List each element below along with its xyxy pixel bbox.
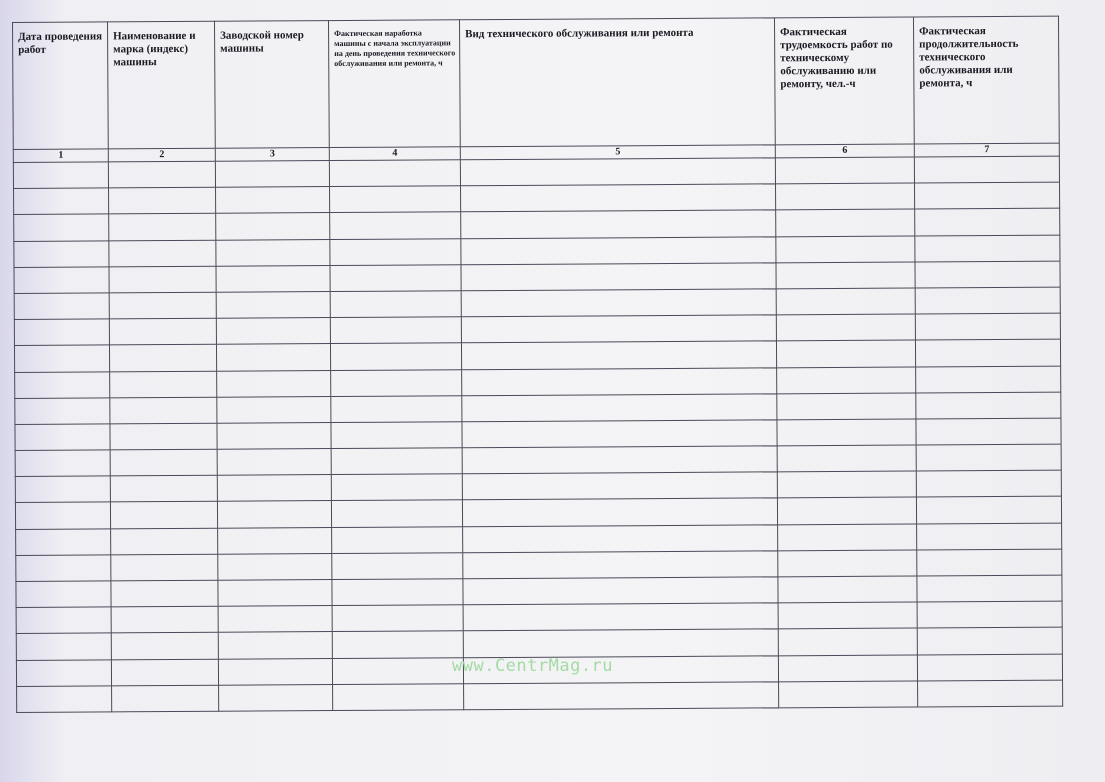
column-number: 4 (329, 147, 460, 161)
table-cell[interactable] (331, 422, 462, 449)
table-cell[interactable] (776, 314, 915, 341)
table-cell[interactable] (109, 318, 216, 345)
table-cell[interactable] (776, 236, 915, 263)
table-cell[interactable] (15, 424, 110, 451)
table-cell[interactable] (332, 657, 463, 684)
table-cell[interactable] (111, 606, 218, 633)
table-cell[interactable] (332, 553, 463, 580)
log-body (13, 156, 1062, 712)
table-cell[interactable] (15, 450, 110, 477)
table-cell[interactable] (331, 395, 462, 422)
table-cell[interactable] (462, 394, 777, 422)
table-cell[interactable] (330, 186, 461, 213)
table-cell[interactable] (332, 631, 463, 658)
table-cell[interactable] (914, 156, 1059, 183)
table-cell[interactable] (215, 161, 329, 188)
table-cell[interactable] (777, 445, 916, 472)
table-cell[interactable] (216, 187, 330, 214)
table-cell[interactable] (463, 551, 778, 579)
table-cell[interactable] (112, 685, 219, 712)
column-header-labor-hours: Фактическая трудоемкость работ по техническому обслуживанию или ремонту, чел.-ч (774, 17, 914, 145)
table-cell[interactable] (463, 603, 778, 631)
table-cell[interactable] (16, 659, 111, 686)
table-cell[interactable] (917, 627, 1062, 654)
table-cell[interactable] (16, 607, 111, 634)
table-cell[interactable] (915, 287, 1060, 314)
table-cell[interactable] (331, 500, 462, 527)
column-header-serial-number: Заводской номер машины (214, 21, 329, 149)
table-cell[interactable] (15, 398, 110, 425)
table-cell[interactable] (462, 472, 777, 500)
table-cell[interactable] (463, 524, 778, 552)
table-cell[interactable] (776, 340, 915, 367)
table-cell[interactable] (462, 498, 777, 526)
table-cell[interactable] (16, 529, 111, 556)
table-cell[interactable] (916, 418, 1061, 445)
table-cell[interactable] (776, 262, 915, 289)
table-cell[interactable] (330, 265, 461, 292)
table-cell[interactable] (332, 526, 463, 553)
table-cell[interactable] (14, 293, 109, 320)
table-cell[interactable] (916, 392, 1061, 419)
table-cell[interactable] (918, 680, 1063, 707)
table-cell[interactable] (14, 319, 109, 346)
table-cell[interactable] (109, 345, 216, 372)
table-cell[interactable] (330, 291, 461, 318)
table-cell[interactable] (217, 370, 331, 397)
table-cell[interactable] (218, 658, 332, 685)
table-cell[interactable] (217, 475, 331, 502)
table-cell[interactable] (111, 633, 218, 660)
table-cell[interactable] (915, 339, 1060, 366)
table-cell[interactable] (916, 497, 1061, 524)
table-cell[interactable] (218, 632, 332, 659)
table-cell[interactable] (916, 366, 1061, 393)
table-cell[interactable] (110, 397, 217, 424)
table-cell[interactable] (777, 393, 916, 420)
table-cell[interactable] (917, 549, 1062, 576)
table-cell[interactable] (460, 158, 775, 186)
table-cell[interactable] (916, 444, 1061, 471)
table-cell[interactable] (109, 266, 216, 293)
table-cell[interactable] (778, 550, 917, 577)
table-cell[interactable] (331, 369, 462, 396)
table-cell[interactable] (331, 448, 462, 475)
table-cell[interactable] (216, 265, 330, 292)
table-cell[interactable] (778, 576, 917, 603)
table-cell[interactable] (915, 235, 1060, 262)
table-cell[interactable] (109, 187, 216, 214)
table-cell[interactable] (109, 292, 216, 319)
column-header-duration: Фактическая продолжительность технического обслуживания или ремонта, ч (913, 16, 1059, 144)
table-cell[interactable] (331, 474, 462, 501)
table-cell[interactable] (110, 423, 217, 450)
table-cell[interactable] (775, 157, 914, 184)
table-cell[interactable] (14, 267, 109, 294)
table-cell[interactable] (110, 371, 217, 398)
table-cell[interactable] (108, 161, 215, 188)
table-cell[interactable] (915, 313, 1060, 340)
table-cell[interactable] (216, 239, 330, 266)
table-cell[interactable] (14, 188, 109, 215)
table-cell[interactable] (333, 684, 464, 711)
table-cell[interactable] (216, 318, 330, 345)
column-number: 5 (460, 145, 775, 160)
table-cell[interactable] (462, 446, 777, 474)
table-cell[interactable] (218, 606, 332, 633)
table-cell[interactable] (330, 343, 461, 370)
table-cell[interactable] (111, 580, 218, 607)
table-cell[interactable] (462, 420, 777, 448)
watermark: www.CentrMag.ru (452, 656, 614, 676)
table-cell[interactable] (778, 524, 917, 551)
table-cell[interactable] (332, 579, 463, 606)
table-cell[interactable] (917, 575, 1062, 602)
table-cell[interactable] (916, 470, 1061, 497)
table-cell[interactable] (14, 214, 109, 241)
table-cell[interactable] (217, 396, 331, 423)
table-cell[interactable] (462, 367, 777, 395)
header-row (13, 16, 1060, 149)
table-cell[interactable] (216, 344, 330, 371)
table-cell[interactable] (776, 288, 915, 315)
table-cell[interactable] (778, 602, 917, 629)
table-cell[interactable] (917, 601, 1062, 628)
table-cell[interactable] (777, 366, 916, 393)
column-header-date: Дата проведения работ (13, 22, 109, 150)
table-cell[interactable] (14, 345, 109, 372)
table-cell[interactable] (15, 371, 110, 398)
table-cell[interactable] (776, 209, 915, 236)
maintenance-log-sheet (12, 16, 1062, 722)
column-number: 2 (108, 148, 215, 162)
column-number: 3 (215, 148, 329, 162)
table-cell[interactable] (218, 553, 332, 580)
column-number: 7 (914, 143, 1059, 157)
table-cell[interactable] (464, 682, 779, 710)
table-cell[interactable] (777, 471, 916, 498)
column-header-service-type: Вид технического обслуживания или ремонта (459, 18, 775, 147)
table-cell[interactable] (329, 160, 460, 187)
table-cell[interactable] (461, 263, 776, 291)
table-cell[interactable] (917, 523, 1062, 550)
table-cell[interactable] (461, 315, 776, 343)
table-cell[interactable] (776, 183, 915, 210)
table-cell[interactable] (110, 449, 217, 476)
column-number: 6 (775, 144, 914, 158)
table-cell[interactable] (111, 554, 218, 581)
column-header-operating-hours: Фактическая наработка машины с начала эксплуатации на день проведения технического обслуживания или ремонта, ч (328, 20, 460, 148)
table-cell[interactable] (16, 581, 111, 608)
table-cell[interactable] (218, 527, 332, 554)
table-cell[interactable] (17, 686, 112, 713)
table-cell[interactable] (915, 208, 1060, 235)
table-cell[interactable] (777, 497, 916, 524)
table-cell[interactable] (111, 528, 218, 555)
table-cell[interactable] (917, 654, 1062, 681)
table-cell[interactable] (330, 317, 461, 344)
table-cell[interactable] (15, 476, 110, 503)
table-row (17, 680, 1063, 713)
table-cell[interactable] (461, 341, 776, 369)
table-cell[interactable] (218, 580, 332, 607)
table-cell[interactable] (16, 555, 111, 582)
table-cell[interactable] (217, 449, 331, 476)
table-cell[interactable] (109, 240, 216, 267)
table-cell[interactable] (217, 422, 331, 449)
table-cell[interactable] (330, 238, 461, 265)
table-cell[interactable] (463, 629, 778, 657)
table-cell[interactable] (461, 184, 776, 212)
table-cell[interactable] (109, 214, 216, 241)
table-cell[interactable] (461, 236, 776, 264)
table-cell[interactable] (915, 182, 1060, 209)
table-cell[interactable] (217, 501, 331, 528)
table-cell[interactable] (779, 681, 918, 708)
table-cell[interactable] (332, 605, 463, 632)
table-cell[interactable] (13, 162, 108, 189)
table-cell[interactable] (330, 212, 461, 239)
table-cell[interactable] (15, 502, 110, 529)
table-cell[interactable] (216, 213, 330, 240)
table-cell[interactable] (110, 476, 217, 503)
table-cell[interactable] (219, 684, 333, 711)
table-cell[interactable] (777, 419, 916, 446)
column-header-machine-name: Наименование и марка (индекс) машины (108, 21, 216, 149)
table-cell[interactable] (463, 577, 778, 605)
table-cell[interactable] (16, 633, 111, 660)
table-cell[interactable] (14, 240, 109, 267)
table-cell[interactable] (461, 289, 776, 317)
table-cell[interactable] (778, 655, 917, 682)
column-number: 1 (13, 149, 108, 163)
table-cell[interactable] (461, 210, 776, 238)
table-cell[interactable] (110, 502, 217, 529)
table-cell[interactable] (111, 659, 218, 686)
table-cell[interactable] (216, 291, 330, 318)
table-cell[interactable] (915, 261, 1060, 288)
table-cell[interactable] (778, 628, 917, 655)
maintenance-log-table (12, 16, 1063, 713)
